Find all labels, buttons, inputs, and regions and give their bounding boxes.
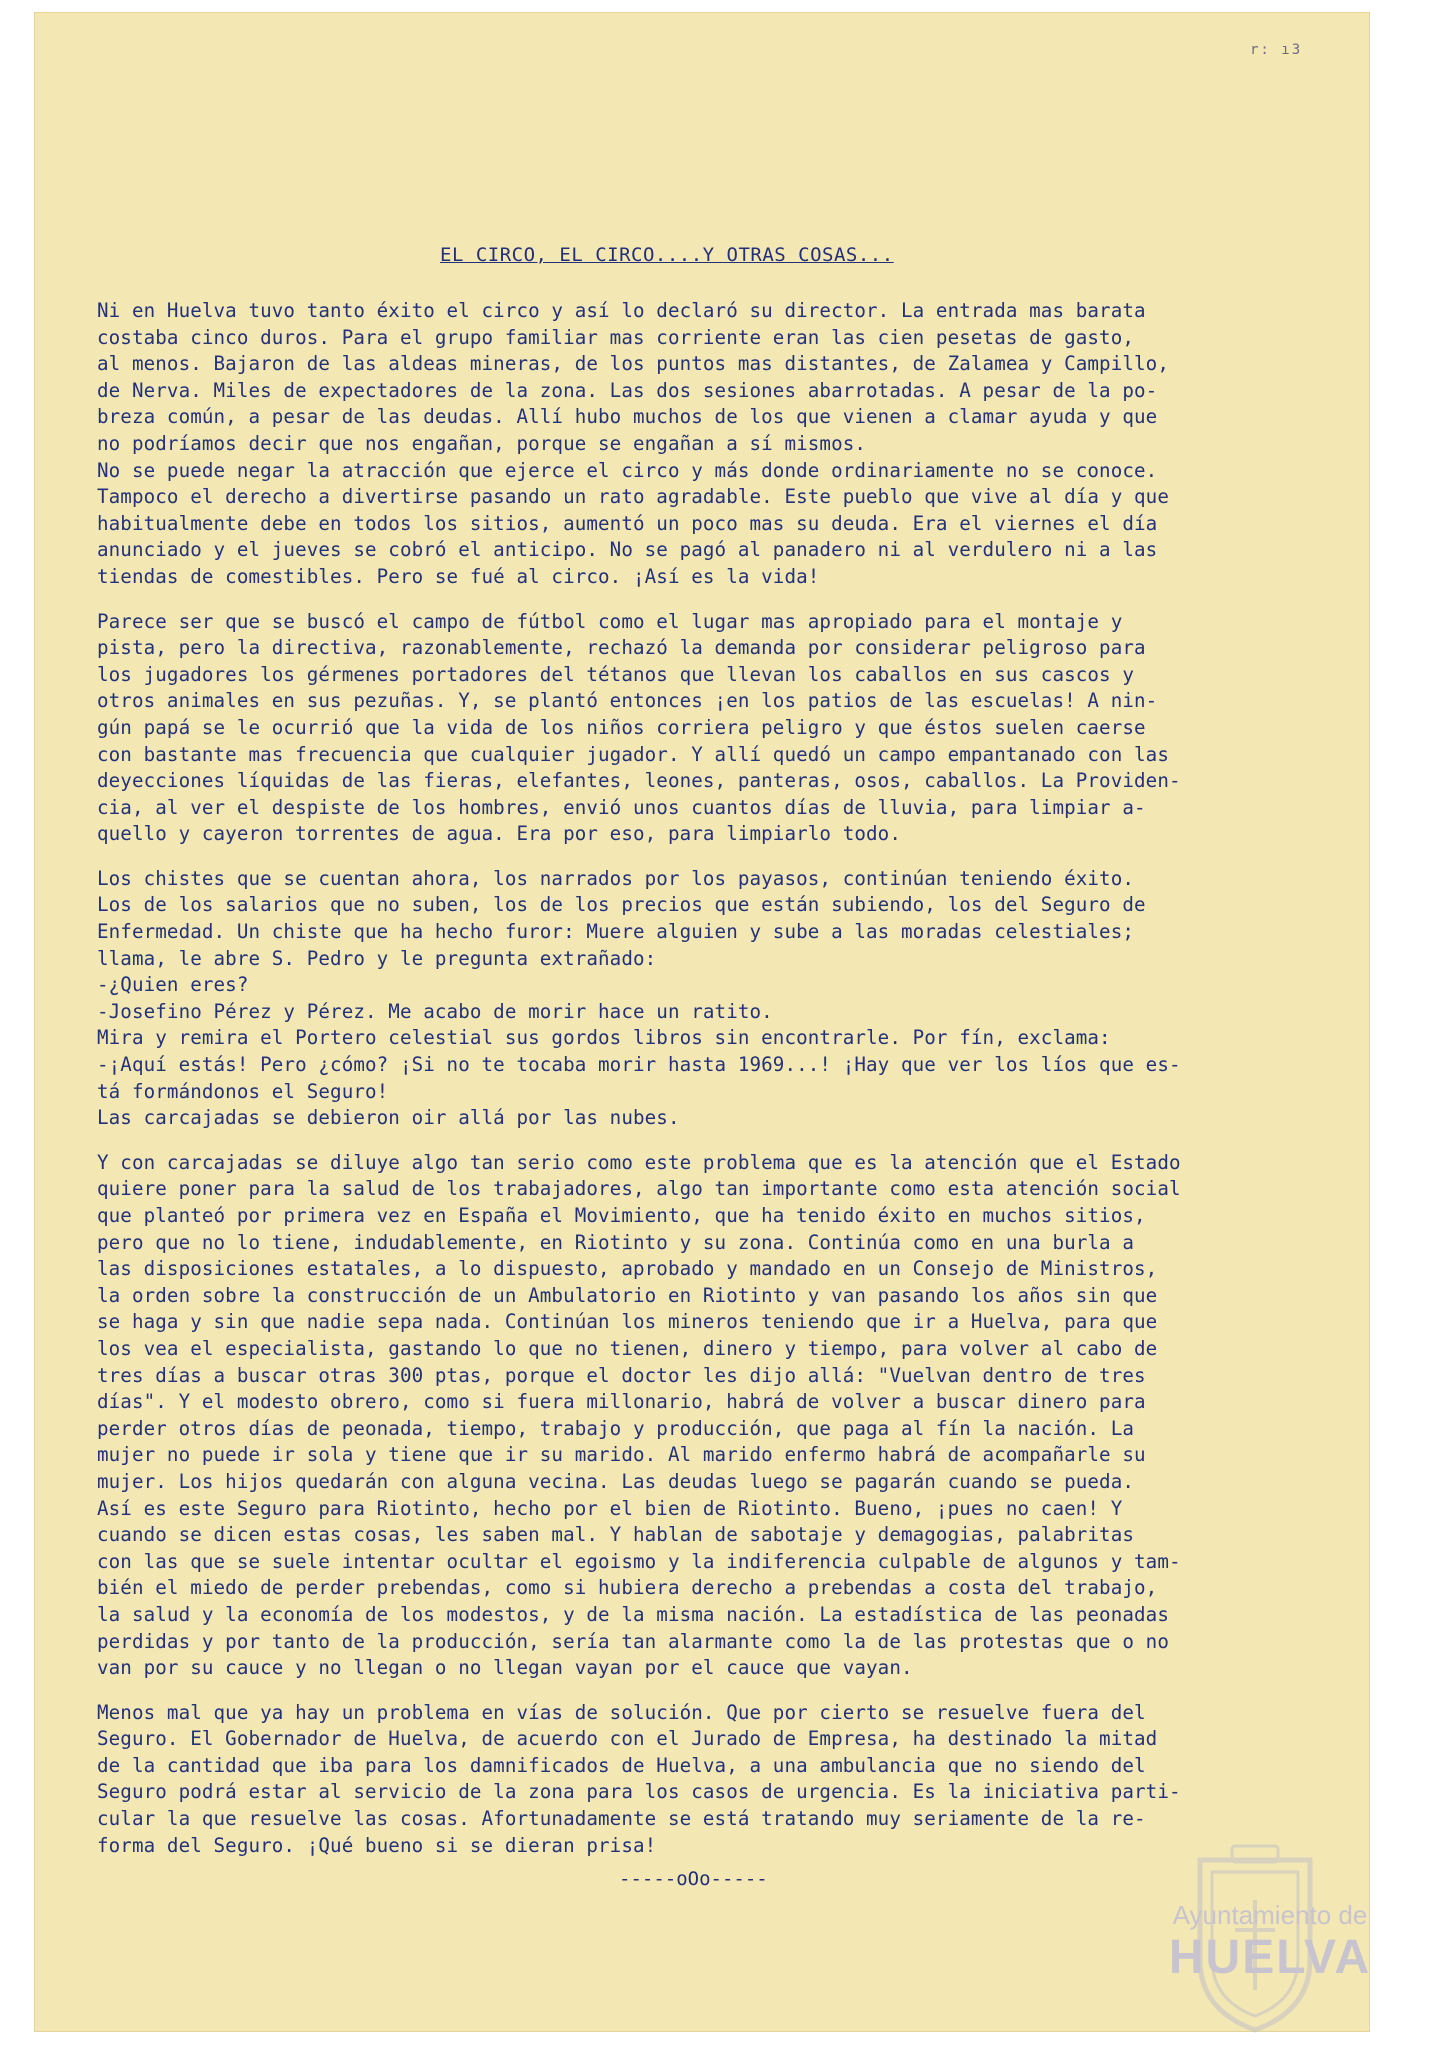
paragraph bbox=[97, 298, 1322, 458]
text-line: quello y cayeron torrentes de agua. Era por eso, para limpiarlo todo. bbox=[97, 822, 901, 846]
text-line: las disposiciones estatales, a lo dispuesto, aprobado y mandado en un Consejo de Ministros, bbox=[97, 1257, 1158, 1281]
text-line: pista, pero la directiva, razonablemente, rechazó la demanda por considerar peligroso para bbox=[97, 636, 1146, 660]
text-line: Los de los salarios que no suben, los de los precios que están subiendo, los del Seguro de bbox=[97, 893, 1146, 917]
text-line: Parece ser que se buscó el campo de fútbol como el lugar mas apropiado para el montaje y bbox=[97, 609, 1123, 633]
text-line: quiere poner para la salud de los trabajadores, algo tan importante como esta atención social bbox=[97, 1177, 1181, 1201]
text-line: perder otros días de peonada, tiempo, trabajo y producción, que paga al fín la nación. La bbox=[97, 1416, 1135, 1440]
text-line: breza común, a pesar de las deudas. Allí hubo muchos de los que vienen a clamar ayuda y que bbox=[97, 405, 1158, 429]
text-line: -Josefino Pérez y Pérez. Me acabo de morir hace un ratito. bbox=[97, 999, 773, 1023]
text-line: mujer no puede ir sola y tiene que ir su marido. Al marido enfermo habrá de acompañarle su bbox=[97, 1443, 1146, 1467]
text-line: forma del Seguro. ¡Qué bueno si se dieran prisa! bbox=[97, 1833, 657, 1857]
paragraph bbox=[97, 609, 1322, 848]
text-line: perdidas y por tanto de la producción, sería tan alarmante como la de las protestas que o no bbox=[97, 1629, 1169, 1653]
text-line: Y con carcajadas se diluye algo tan serio como este problema que es la atención que el Estado bbox=[97, 1150, 1181, 1174]
text-line: la orden sobre la construcción de un Ambulatorio en Riotinto y van pasando los años sin que bbox=[97, 1283, 1158, 1307]
text-line: con bastante mas frecuencia que cualquier jugador. Y allí quedó un campo empantanado con las bbox=[97, 742, 1169, 766]
text-line: Seguro. El Gobernador de Huelva, de acuerdo con el Jurado de Empresa, ha destinado la mitad bbox=[97, 1727, 1158, 1751]
text-line: se haga y sin que nadie sepa nada. Continúan los mineros teniendo que ir a Huelva, para que bbox=[97, 1310, 1158, 1334]
paragraph bbox=[97, 458, 1322, 591]
paragraph bbox=[97, 1150, 1322, 1682]
text-line: tá formándonos el Seguro! bbox=[97, 1079, 389, 1103]
paragraph bbox=[97, 866, 1322, 1132]
text-line: pero que no lo tiene, indudablemente, en Riotinto y su zona. Continúa como en una burla a bbox=[97, 1230, 1135, 1254]
text-line: que planteó por primera vez en España el Movimiento, que ha tenido éxito en muchos sitios, bbox=[97, 1204, 1146, 1227]
text-line: con las que se suele intentar ocultar el egoismo y la indiferencia culpable de algunos y tam- bbox=[97, 1549, 1181, 1573]
text-line: tres días a buscar otras 300 ptas, porque el doctor les dijo allá: "Vuelvan dentro de tres bbox=[97, 1363, 1146, 1387]
text-line: Menos mal que ya hay un problema en vías de solución. Que por cierto se resuelve fuera del bbox=[97, 1700, 1146, 1724]
text-line: bién el miedo de perder prebendas, como si hubiera derecho a prebendas a costa del trabajo, bbox=[97, 1576, 1158, 1600]
paragraph bbox=[97, 1700, 1322, 1860]
text-line: -¡Aquí estás! Pero ¿cómo? ¡Si no te tocaba morir hasta 1969...! ¡Hay que ver los líos que es- bbox=[97, 1053, 1181, 1077]
text-line: No se puede negar la atracción que ejerce el circo y más donde ordinariamente no se conoce. bbox=[97, 458, 1158, 482]
text-line: -¿Quien eres? bbox=[97, 973, 249, 997]
text-line: anunciado y el jueves se cobró el anticipo. No se pagó al panadero ni al verdulero ni a las bbox=[97, 538, 1158, 562]
text-line: tiendas de comestibles. Pero se fué al circo. ¡Así es la vida! bbox=[97, 564, 820, 588]
text-line: Mira y remira el Portero celestial sus gordos libros sin encontrarle. Por fín, exclama: bbox=[97, 1026, 1111, 1050]
text-line: Seguro podrá estar al servicio de la zona para los casos de urgencia. Es la iniciativa parti- bbox=[97, 1780, 1181, 1804]
text-line: días". Y el modesto obrero, como si fuera millonario, habrá de volver a buscar dinero para bbox=[97, 1390, 1146, 1414]
text-line: costaba cinco duros. Para el grupo familiar mas corriente eran las cien pesetas de gasto, bbox=[97, 325, 1135, 349]
text-line: mujer. Los hijos quedarán con alguna vecina. Las deudas luego se pagarán cuando se pueda. bbox=[97, 1469, 1135, 1493]
text-line: los vea el especialista, gastando lo que no tienen, dinero y tiempo, para volver al cabo de bbox=[97, 1336, 1158, 1360]
text-line: llama, le abre S. Pedro y le pregunta extrañado: bbox=[97, 946, 657, 970]
text-line: al menos. Bajaron de las aldeas mineras, de los puntos mas distantes, de Zalamea y Campillo, bbox=[97, 352, 1169, 376]
text-line: cular la que resuelve las cosas. Afortunadamente se está tratando muy seriamente de la re- bbox=[97, 1807, 1146, 1831]
text-line: Los chistes que se cuentan ahora, los narrados por los payasos, continúan teniendo éxito. bbox=[97, 866, 1135, 890]
corner-mark: r: ı3 bbox=[1250, 42, 1303, 58]
text-line: no podríamos decir que nos engañan, porque se engañan a sí mismos. bbox=[97, 431, 867, 455]
text-line: cia, al ver el despiste de los hombres, envió unos cuantos días de lluvia, para limpiar a- bbox=[97, 795, 1146, 819]
watermark-line1: Ayuntamiento de bbox=[1172, 1900, 1368, 1930]
document-title: EL CIRCO, EL CIRCO....Y OTRAS COSAS... bbox=[440, 244, 894, 266]
text-line: la salud y la economía de los modestos, y de la misma nación. La estadística de las peonadas bbox=[97, 1602, 1169, 1626]
end-separator: -----oOo----- bbox=[619, 1868, 768, 1890]
text-line: Así es este Seguro para Riotinto, hecho por el bien de Riotinto. Bueno, ¡pues no caen! Y bbox=[97, 1496, 1123, 1520]
text-line: Ni en Huelva tuvo tanto éxito el circo y así lo declaró su director. La entrada mas barata bbox=[97, 299, 1146, 322]
text-line: cuando se dicen estas cosas, les saben mal. Y hablan de sabotaje y demagogias, palabritas bbox=[97, 1523, 1135, 1547]
text-line: Tampoco el derecho a divertirse pasando un rato agradable. Este pueblo que vive al día y que bbox=[97, 485, 1169, 509]
text-line: Enfermedad. Un chiste que ha hecho furor: Muere alguien y sube a las moradas celestiales; bbox=[97, 920, 1135, 944]
watermark-line2: HUELVA bbox=[1168, 1931, 1372, 1984]
text-line: habitualmente debe en todos los sitios, aumentó un poco mas su deuda. Era el viernes el día bbox=[97, 511, 1158, 535]
text-line: deyecciones líquidas de las fieras, elefantes, leones, panteras, osos, caballos. La Providen- bbox=[97, 769, 1181, 793]
document-body bbox=[97, 298, 1322, 1859]
text-line: de la cantidad que iba para los damnificados de Huelva, a una ambulancia que no siendo del bbox=[97, 1753, 1146, 1777]
text-line: otros animales en sus pezuñas. Y, se plantó entonces ¡en los patios de las escuelas! A nin- bbox=[97, 689, 1158, 713]
text-line: gún papá se le ocurrió que la vida de los niños corriera peligro y que éstos suelen caerse bbox=[97, 715, 1146, 739]
text-line: los jugadores los gérmenes portadores del tétanos que llevan los caballos en sus cascos y bbox=[97, 662, 1135, 686]
text-line: de Nerva. Miles de expectadores de la zona. Las dos sesiones abarrotadas. A pesar de la po- bbox=[97, 378, 1158, 402]
text-line: van por su cauce y no llegan o no llegan vayan por el cauce que vayan. bbox=[97, 1656, 913, 1680]
text-line: Las carcajadas se debieron oir allá por las nubes. bbox=[97, 1106, 680, 1130]
